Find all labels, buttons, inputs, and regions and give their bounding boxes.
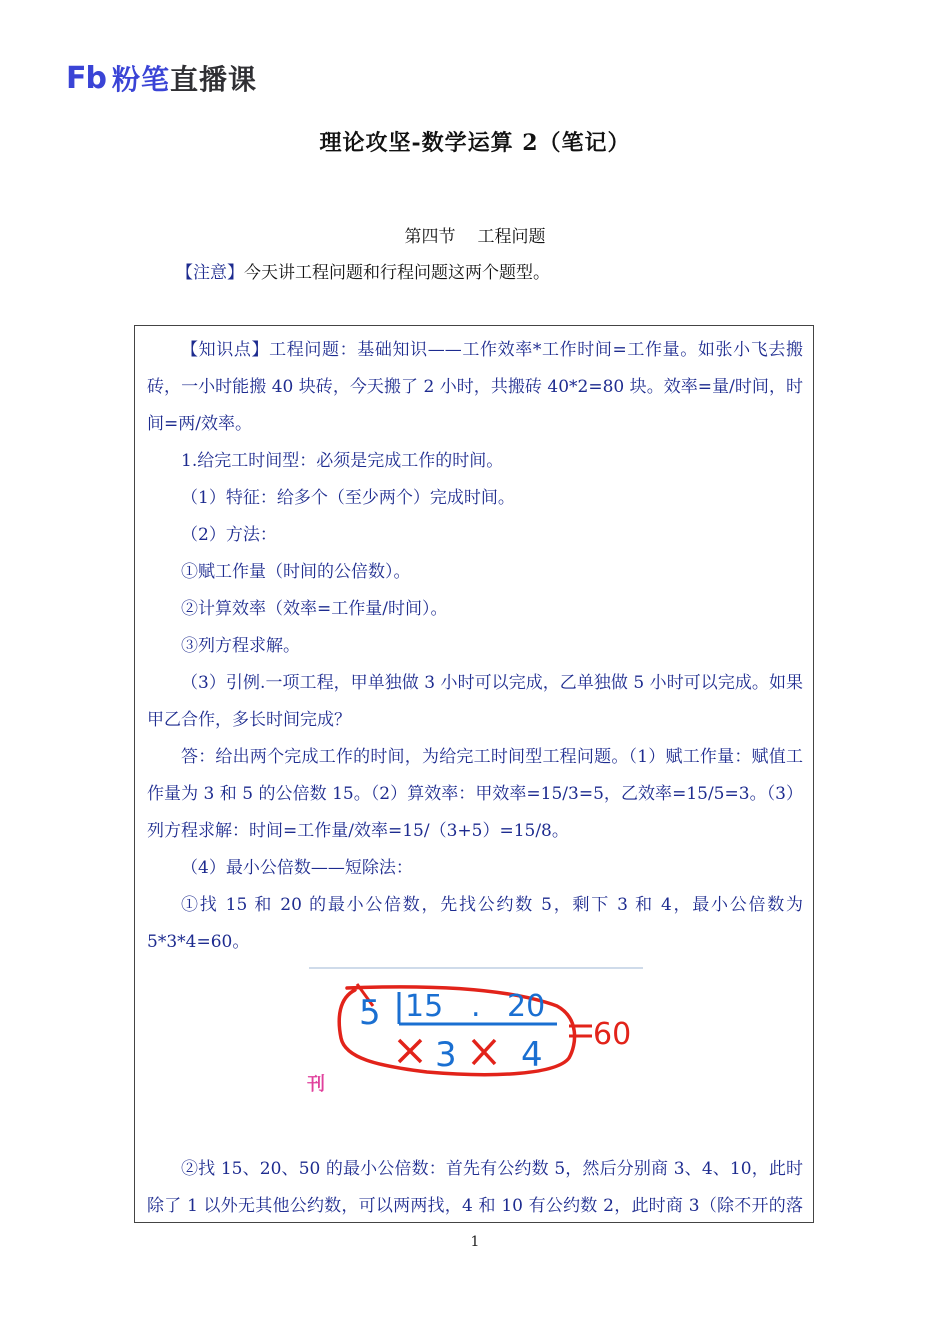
paragraph-step-2: ②计算效率（效率=工作量/时间）。 (181, 599, 448, 619)
red-equals-stroke (569, 1026, 592, 1036)
paragraph-lcm: （4）最小公倍数——短除法： (181, 858, 413, 878)
hw-dividend-a: 15 (405, 989, 444, 1024)
paragraph-step-3: ③列方程求解。 (181, 636, 300, 656)
paragraph-knowledge: 【知识点】工程问题：基础知识——工作效率*工作时间=工作量。如张小飞去搬砖，一小时能搬 40 块砖，今天搬了 2 小时，共搬砖 40*2=80 块。效率=量/时间，时间=两/效率。 (147, 340, 803, 434)
note-tag: 【注意】 (176, 263, 244, 283)
paragraph-step-1: ①赋工作量（时间的公倍数）。 (181, 562, 411, 582)
hw-quotient-a: 3 (435, 1035, 457, 1075)
paragraph-feature: （1）特征：给多个（至少两个）完成时间。 (181, 488, 515, 508)
hw-result: 60 (593, 1017, 632, 1052)
handwritten-short-division-image (307, 966, 647, 1098)
hw-quotient-b: 4 (521, 1035, 543, 1075)
section-heading (0, 222, 950, 247)
document-title: 理论攻坚-数学运算 2（笔记） (319, 130, 631, 156)
paragraph-lcm-1: ①找 15 和 20 的最小公倍数，先找公约数 5，剩下 3 和 4，最小公倍数为 5*3*4=60。 (147, 895, 803, 952)
logo-rest: 直播课 (169, 63, 257, 96)
note-text: 今天讲工程问题和行程问题这两个题型。 (244, 263, 550, 283)
paragraph-type-1: 1.给完工时间型：必须是完成工作的时间。 (181, 451, 504, 471)
paragraph-method: （2）方法： (181, 525, 277, 545)
section-number: 第四节 (404, 227, 456, 247)
logo-brand: 粉笔 (111, 63, 170, 96)
knowledge-box (134, 325, 814, 1223)
paragraph-answer: 答：给出两个完成工作的时间，为给完工时间型工程问题。（1）赋工作量：赋值工作量为 3 和 5 的公倍数 15。（2）算效率：甲效率=15/3=5，乙效率=15/5=3。（3）列方程求解：时间=工作量/效率=15/（3+5）=15/8。 (147, 747, 803, 841)
logo-wordmark (112, 58, 257, 98)
brand-logo (66, 60, 257, 96)
fb-logo-icon: Fb (66, 60, 106, 96)
red-cross-1 (399, 1040, 421, 1062)
section-name: 工程问题 (477, 227, 546, 247)
note-line (176, 258, 550, 283)
paragraph-example: （3）引例.一项工程，甲单独做 3 小时可以完成，乙单独做 5 小时可以完成。如果甲乙合作，多长时间完成？ (147, 673, 803, 730)
page-number: 1 (470, 1234, 480, 1250)
red-cross-2 (473, 1040, 495, 1064)
paragraph-lcm-2: ②找 15、20、50 的最小公倍数：首先有公约数 5，然后分别商 3、4、10，此时除了 1 以外无其他公约数，可以两两找，4 和 10 有公约数 2，此时商 3（除不开的落 (147, 1159, 803, 1216)
hw-corner-mark: 刊 (307, 1074, 325, 1095)
hw-divisor: 5 (359, 993, 381, 1033)
hw-separator: . (471, 989, 481, 1024)
hw-dividend-b: 20 (507, 989, 546, 1024)
